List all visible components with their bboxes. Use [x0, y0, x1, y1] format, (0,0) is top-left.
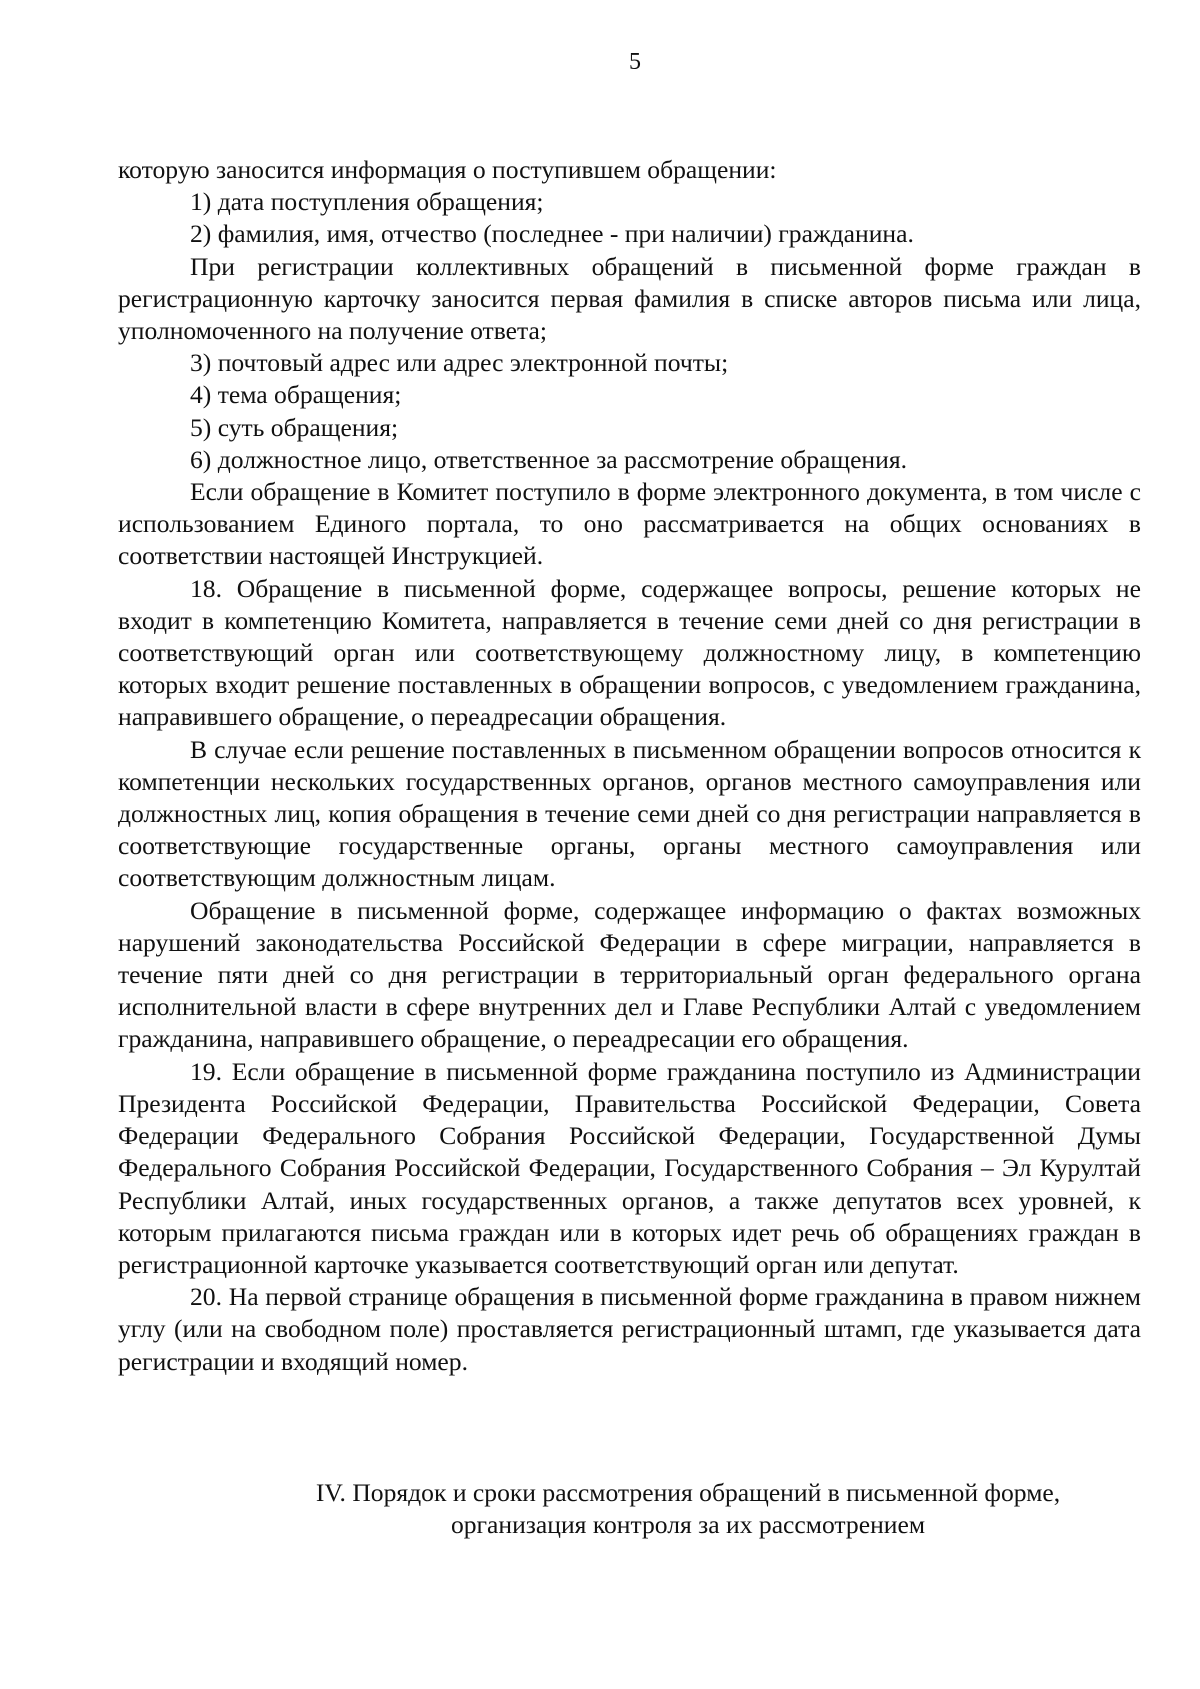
section-heading-line-1: IV. Порядок и сроки рассмотрения обращений в письменной форме,: [315, 1478, 1061, 1507]
clause-19: 19. Если обращение в письменной форме гражданина поступило из Администрации Президента Российской Федерации, Правительства Российской Федерации, Совета Федерации Федерального Собрания Российской Федерации, Государственной Думы Федерального Собрания Российской Федерации, Государственного Собрания – Эл Курултай Республики Алтай, иных государственных органов, а также депутатов всех уровней, к которым прилагаются письма граждан или в которых идет речь об обращениях граждан в регистрационной карточке указывается соответствующий орган или депутат.: [118, 1056, 1141, 1279]
paragraph-collective-appeals: При регистрации коллективных обращений в письменной форме граждан в регистрационную карточку заносится первая фамилия в списке авторов письма или лица, уполномоченного на получение ответа;: [118, 251, 1141, 346]
list-item-2: 2) фамилия, имя, отчество (последнее - при наличии) гражданина.: [190, 219, 914, 249]
list-item-1: 1) дата поступления обращения;: [190, 187, 544, 217]
list-item-5: 5) суть обращения;: [190, 412, 399, 442]
section-heading: [118, 1477, 1200, 1541]
page-number: 5: [629, 49, 641, 75]
paragraph-electronic-appeals: Если обращение в Комитет поступило в форме электронного документа, в том числе с использованием Единого портала, то оно рассматривается на общих основаниях в соответствии настоящей Инструкцией.: [118, 477, 1141, 571]
paragraph-continuation: которую заносится информация о поступившем обращении:: [118, 155, 777, 184]
list-item-3: 3) почтовый адрес или адрес электронной почты;: [190, 348, 729, 378]
document-body: [118, 154, 1141, 1378]
paragraph-multiple-bodies: В случае если решение поставленных в письменном обращении вопросов относится к компетенции нескольких государственных органов, органов местного самоуправления или должностных лиц, копия обращения в течение семи дней со дня регистрации направляется в соответствующие государственные органы, органы местного самоуправления или соответствующим должностным лицам.: [118, 734, 1141, 893]
section-heading-line-2: организация контроля за их рассмотрением: [450, 1510, 926, 1540]
clause-18: 18. Обращение в письменной форме, содержащее вопросы, решение которых не входит в компетенцию Комитета, направляется в течение семи дней со дня регистрации в соответствующий орган или соответствующему должностному лицу, в компетенцию которых входит решение поставленных в обращении вопросов, с уведомлением гражданина, направившего обращение, о переадресации обращения.: [118, 573, 1141, 732]
list-item-6: 6) должностное лицо, ответственное за рассмотрение обращения.: [190, 444, 908, 474]
list-item-4: 4) тема обращения;: [190, 380, 402, 410]
clause-20: 20. На первой странице обращения в письменной форме гражданина в правом нижнем углу (или на свободном поле) проставляется регистрационный штамп, где указывается дата регистрации и входящий номер.: [118, 1282, 1141, 1376]
paragraph-migration: Обращение в письменной форме, содержащее информацию о фактах возможных нарушений законодательства Российской Федерации в сфере миграции, направляется в течение пяти дней со дня регистрации в территориальный орган федерального органа исполнительной власти в сфере внутренних дел и Главе Республики Алтай с уведомлением гражданина, направившего обращение, о переадресации его обращения.: [118, 895, 1141, 1054]
